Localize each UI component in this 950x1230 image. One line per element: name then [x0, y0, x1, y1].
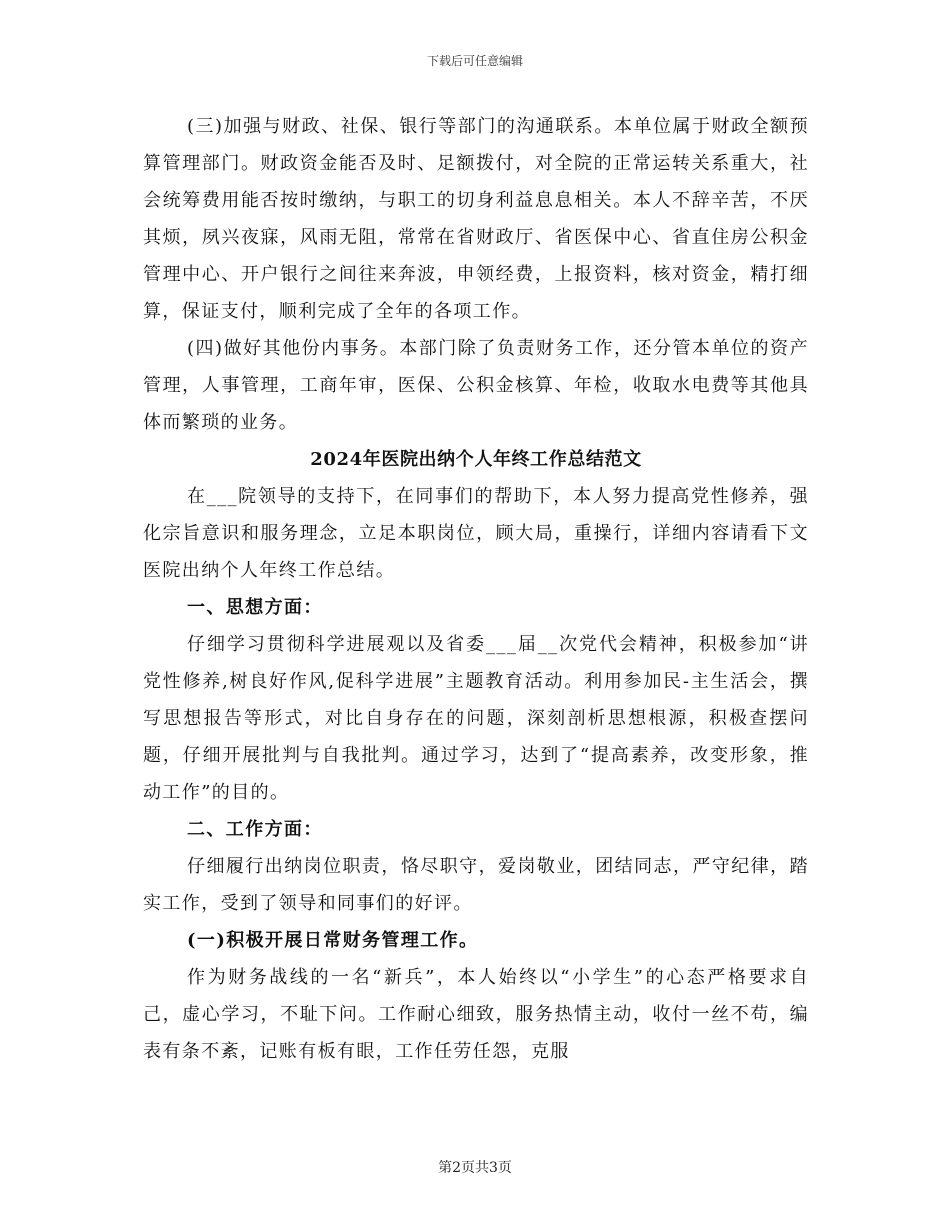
document-body	[143, 108, 809, 1070]
intro-paragraph: 在___院领导的支持下，在同事们的帮助下，本人努力提高党性修养，强化宗旨意识和服务理念，立足本职岗位，顾大局，重操行，详细内容请看下文医院出纳个人年终工作总结。	[143, 486, 809, 581]
page-number: 第2页共3页	[438, 1160, 512, 1176]
thought-paragraph: 仔细学习贯彻科学进展观以及省委___届__次党代会精神，积极参加“讲党性修养,树良好作风,促科学进展”主题教育活动。利用参加民-主生活会，撰写思想报告等形式，对比自身存在的问题，深刻剖析思想根源，积极查摆问题，仔细开展批判与自我批判。通过学习，达到了“提高素养，改变形象，推动工作”的目的。	[143, 634, 809, 803]
section-heading-thought: 一、思想方面：	[187, 597, 323, 618]
paragraph-3: (三)加强与财政、社保、银行等部门的沟通联系。本单位属于财政全额预算管理部门。财政资金能否及时、足额拨付，对全院的正常运转关系重大，社会统筹费用能否按时缴纳，与职工的切身利益息息相关。本人不辞辛苦，不厌其烦，夙兴夜寐，风雨无阻，常常在省财政厅、省医保中心、省直住房公积金管理中心、开户银行之间往来奔波，申领经费，上报资料，核对资金，精打细算，保证支付，顺利完成了全年的各项工作。	[143, 116, 809, 322]
subsection-heading-finance: (一)积极开展日常财务管理工作。	[187, 930, 479, 951]
finance-paragraph: 作为财务战线的一名“新兵”，本人始终以“小学生”的心态严格要求自己，虚心学习，不耻下问。工作耐心细致，服务热情主动，收付一丝不苟，编表有条不紊，记账有板有眼，工作任劳任怨，克服	[143, 967, 809, 1062]
work-paragraph: 仔细履行出纳岗位职责，恪尽职守，爱岗敬业，团结同志，严守纪律，踏实工作，受到了领导和同事们的好评。	[143, 856, 809, 914]
page-header: 下载后可任意编辑	[426, 54, 523, 68]
paragraph-4: (四)做好其他份内事务。本部门除了负责财务工作，还分管本单位的资产管理，人事管理，工商年审，医保、公积金核算、年检，收取水电费等其他具体而繁琐的业务。	[143, 338, 809, 433]
document-title: 2024年医院出纳个人年终工作总结范文	[310, 449, 642, 470]
section-heading-work: 二、工作方面：	[187, 819, 323, 840]
